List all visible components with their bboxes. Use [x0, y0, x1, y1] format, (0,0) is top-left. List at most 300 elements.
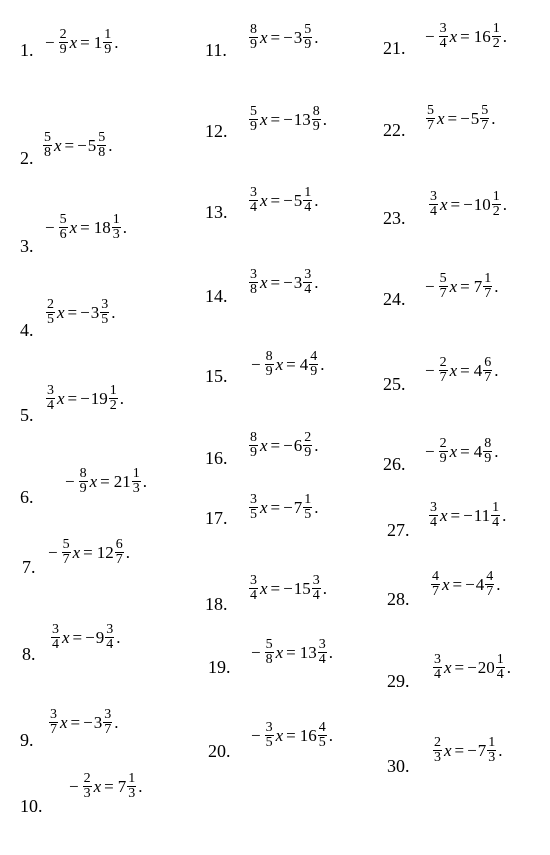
variable: x — [449, 360, 458, 380]
answer-whole: 3 — [90, 302, 100, 322]
period: . — [502, 194, 507, 214]
problem-number: 21. — [383, 38, 406, 58]
answer-whole: 7 — [473, 276, 483, 296]
equals-sign: = — [460, 441, 470, 461]
answer-fraction — [115, 538, 124, 567]
coefficient-sign: − — [69, 776, 79, 796]
coefficient-denominator: 4 — [430, 514, 437, 530]
answer-whole: 4 — [473, 360, 483, 380]
problem-number: 23. — [383, 208, 406, 228]
coefficient-numerator: 2 — [434, 734, 441, 750]
coefficient-fraction — [429, 190, 438, 219]
coefficient-sign: − — [251, 725, 261, 745]
variable: x — [54, 135, 62, 155]
answer-numerator: 3 — [304, 266, 312, 282]
answer-denominator: 8 — [98, 144, 106, 160]
answer-whole: 5 — [87, 135, 97, 155]
answer-whole: 21 — [113, 471, 131, 491]
equation — [45, 296, 115, 328]
answer-fraction — [303, 493, 312, 522]
problem-number: 6. — [20, 487, 34, 507]
answer-denominator: 4 — [492, 514, 500, 530]
period: . — [322, 109, 327, 129]
problem-number: 30. — [387, 756, 410, 776]
answer-fraction — [109, 384, 118, 413]
equation — [66, 770, 142, 802]
variable: x — [260, 272, 268, 292]
problem-number: 8. — [22, 644, 36, 664]
answer-fraction — [485, 570, 494, 599]
coefficient-numerator: 8 — [79, 465, 87, 481]
answer-whole: 4 — [475, 574, 485, 594]
coefficient-denominator: 4 — [52, 636, 59, 652]
answer-numerator: 1 — [104, 26, 112, 42]
answer-numerator: 3 — [106, 621, 114, 637]
problem-number: 2. — [20, 148, 34, 168]
period: . — [314, 272, 319, 292]
period: . — [314, 435, 319, 455]
equals-sign: = — [270, 190, 281, 210]
coefficient-denominator: 9 — [59, 41, 67, 57]
coefficient-denominator: 8 — [44, 144, 51, 160]
problem-number: 3. — [20, 236, 34, 256]
period: . — [114, 32, 119, 52]
answer-numerator: 1 — [484, 270, 492, 286]
coefficient-denominator: 7 — [432, 583, 439, 599]
coefficient-numerator: 5 — [62, 536, 70, 552]
answer-numerator: 3 — [318, 636, 326, 652]
answer-denominator: 7 — [484, 369, 492, 385]
answer-sign: − — [467, 740, 477, 760]
answer-numerator: 1 — [492, 499, 500, 515]
answer-whole: 15 — [293, 578, 311, 598]
coefficient-fraction — [62, 538, 71, 567]
equals-sign: = — [286, 725, 296, 745]
answer-sign: − — [83, 712, 93, 732]
coefficient-numerator: 2 — [83, 770, 91, 786]
answer-sign: − — [283, 578, 293, 598]
variable: x — [260, 27, 268, 47]
answer-denominator: 9 — [104, 41, 112, 57]
answer-whole: 4 — [299, 354, 309, 374]
variable: x — [72, 542, 81, 562]
problem-number: 12. — [205, 121, 228, 141]
answer-sign: − — [465, 574, 475, 594]
answer-whole: 13 — [293, 109, 311, 129]
equation — [422, 354, 498, 386]
coefficient-fraction — [249, 23, 258, 52]
answer-fraction — [303, 431, 312, 460]
period: . — [322, 578, 327, 598]
variable: x — [437, 108, 445, 128]
coefficient-denominator: 4 — [430, 203, 437, 219]
equals-sign: = — [104, 776, 114, 796]
equation — [50, 621, 120, 653]
equals-sign: = — [270, 435, 281, 455]
variable: x — [444, 740, 452, 760]
answer-denominator: 7 — [481, 117, 489, 133]
period: . — [320, 354, 325, 374]
answer-whole: 5 — [470, 108, 480, 128]
period: . — [108, 135, 113, 155]
coefficient-fraction — [265, 638, 274, 667]
answer-numerator: 8 — [312, 103, 320, 119]
coefficient-fraction — [429, 501, 438, 530]
period: . — [119, 388, 124, 408]
coefficient-sign: − — [65, 471, 75, 491]
equals-sign: = — [80, 217, 90, 237]
answer-whole: 13 — [299, 642, 317, 662]
answer-whole: 16 — [299, 725, 317, 745]
answer-sign: − — [283, 272, 293, 292]
variable: x — [69, 217, 78, 237]
variable: x — [260, 435, 268, 455]
coefficient-numerator: 8 — [250, 429, 257, 445]
equals-sign: = — [460, 360, 470, 380]
variable: x — [440, 505, 448, 525]
equation — [248, 266, 318, 298]
period: . — [314, 27, 319, 47]
coefficient-denominator: 9 — [250, 118, 257, 134]
equals-sign: = — [64, 135, 75, 155]
coefficient-denominator: 4 — [250, 199, 257, 215]
answer-denominator: 3 — [488, 749, 496, 765]
answer-denominator: 7 — [115, 551, 123, 567]
coefficient-numerator: 4 — [432, 568, 439, 584]
answer-denominator: 9 — [484, 450, 492, 466]
equals-sign: = — [72, 627, 83, 647]
problem-number: 11. — [205, 40, 227, 60]
period: . — [502, 26, 507, 46]
equals-sign: = — [460, 26, 470, 46]
coefficient-numerator: 3 — [250, 266, 257, 282]
answer-sign: − — [77, 135, 87, 155]
variable: x — [89, 471, 98, 491]
problem-number: 5. — [20, 405, 34, 425]
answer-fraction — [103, 28, 112, 57]
answer-fraction — [303, 268, 312, 297]
coefficient-numerator: 5 — [427, 102, 434, 118]
coefficient-sign: − — [251, 642, 261, 662]
coefficient-fraction — [265, 721, 274, 750]
equals-sign: = — [452, 574, 463, 594]
coefficient-denominator: 5 — [47, 311, 54, 327]
equation — [248, 429, 318, 461]
answer-numerator: 5 — [481, 102, 489, 118]
variable: x — [260, 578, 268, 598]
variable: x — [57, 388, 65, 408]
period: . — [494, 360, 499, 380]
coefficient-fraction — [59, 213, 68, 242]
answer-denominator: 5 — [304, 506, 312, 522]
answer-numerator: 4 — [486, 568, 494, 584]
problem-number: 1. — [20, 40, 34, 60]
answer-numerator: 3 — [101, 296, 109, 312]
problem-number: 9. — [20, 730, 34, 750]
answer-denominator: 2 — [109, 397, 117, 413]
equation — [45, 382, 124, 414]
period: . — [116, 627, 121, 647]
answer-whole: 4 — [473, 441, 483, 461]
answer-numerator: 6 — [115, 536, 123, 552]
problem-number: 19. — [208, 657, 231, 677]
equation — [42, 26, 118, 58]
equals-sign: = — [270, 27, 281, 47]
equals-sign: = — [80, 32, 90, 52]
answer-fraction — [309, 350, 318, 379]
coefficient-fraction — [439, 437, 448, 466]
answer-denominator: 2 — [492, 35, 500, 51]
problem-number: 14. — [205, 286, 228, 306]
equation — [248, 348, 324, 380]
answer-denominator: 3 — [132, 480, 140, 496]
coefficient-denominator: 6 — [59, 226, 67, 242]
coefficient-denominator: 5 — [265, 734, 273, 750]
coefficient-numerator: 3 — [265, 719, 273, 735]
answer-numerator: 3 — [104, 706, 112, 722]
equals-sign: = — [67, 302, 78, 322]
coefficient-numerator: 5 — [439, 270, 447, 286]
coefficient-numerator: 5 — [59, 211, 67, 227]
coefficient-denominator: 3 — [434, 749, 441, 765]
equals-sign: = — [454, 740, 465, 760]
answer-fraction — [127, 772, 136, 801]
coefficient-denominator: 4 — [250, 587, 257, 603]
answer-numerator: 5 — [98, 129, 106, 145]
answer-fraction — [312, 105, 321, 134]
answer-sign: − — [283, 435, 293, 455]
coefficient-fraction — [59, 28, 68, 57]
equation — [62, 465, 147, 497]
coefficient-numerator: 5 — [265, 636, 273, 652]
coefficient-sign: − — [425, 26, 435, 46]
problem-number: 25. — [383, 374, 406, 394]
equation — [422, 270, 498, 302]
equation — [248, 719, 333, 751]
answer-sign: − — [463, 505, 473, 525]
period: . — [494, 441, 499, 461]
answer-numerator: 1 — [304, 184, 312, 200]
coefficient-numerator: 3 — [52, 621, 59, 637]
coefficient-fraction — [43, 131, 52, 160]
coefficient-fraction — [46, 298, 55, 327]
coefficient-denominator: 4 — [434, 666, 441, 682]
answer-denominator: 4 — [312, 587, 320, 603]
variable: x — [260, 109, 268, 129]
answer-denominator: 4 — [318, 651, 326, 667]
equation — [248, 21, 318, 53]
period: . — [142, 471, 147, 491]
answer-sign: − — [283, 190, 293, 210]
variable: x — [260, 190, 268, 210]
answer-whole: 18 — [93, 217, 111, 237]
problem-number: 4. — [20, 320, 34, 340]
equation — [248, 184, 318, 216]
answer-fraction — [318, 721, 327, 750]
equals-sign: = — [447, 108, 458, 128]
coefficient-numerator: 3 — [50, 706, 57, 722]
answer-numerator: 5 — [304, 21, 312, 37]
variable: x — [442, 574, 450, 594]
coefficient-sign: − — [45, 32, 55, 52]
answer-whole: 5 — [293, 190, 303, 210]
answer-numerator: 6 — [484, 354, 492, 370]
variable: x — [275, 354, 284, 374]
coefficient-denominator: 9 — [79, 480, 87, 496]
answer-numerator: 1 — [496, 651, 504, 667]
variable: x — [444, 657, 452, 677]
coefficient-sign: − — [48, 542, 58, 562]
answer-denominator: 7 — [104, 721, 112, 737]
coefficient-fraction — [249, 105, 258, 134]
period: . — [125, 542, 130, 562]
equation — [42, 211, 127, 243]
answer-fraction — [303, 23, 312, 52]
coefficient-fraction — [265, 350, 274, 379]
coefficient-numerator: 2 — [47, 296, 54, 312]
answer-fraction — [483, 437, 492, 466]
answer-numerator: 8 — [484, 435, 492, 451]
coefficient-fraction — [49, 708, 58, 737]
equation — [248, 572, 327, 604]
problem-number: 18. — [205, 594, 228, 614]
coefficient-denominator: 7 — [439, 369, 447, 385]
coefficient-numerator: 2 — [439, 435, 447, 451]
coefficient-denominator: 7 — [439, 285, 447, 301]
answer-whole: 19 — [90, 388, 108, 408]
period: . — [494, 276, 499, 296]
problem-number: 10. — [20, 796, 43, 816]
answer-fraction — [480, 104, 489, 133]
answer-denominator: 5 — [101, 311, 109, 327]
variable: x — [449, 26, 458, 46]
equals-sign: = — [286, 354, 296, 374]
problem-number: 28. — [387, 589, 410, 609]
answer-fraction — [312, 574, 321, 603]
variable: x — [60, 712, 68, 732]
coefficient-denominator: 4 — [439, 35, 447, 51]
answer-whole: 9 — [95, 627, 105, 647]
variable: x — [57, 302, 65, 322]
answer-numerator: 1 — [112, 211, 120, 227]
period: . — [328, 642, 333, 662]
period: . — [491, 108, 496, 128]
variable: x — [260, 497, 268, 517]
answer-whole: 11 — [473, 505, 491, 525]
coefficient-fraction — [249, 431, 258, 460]
problem-number: 7. — [22, 557, 36, 577]
coefficient-fraction — [249, 493, 258, 522]
coefficient-fraction — [51, 623, 60, 652]
answer-denominator: 9 — [304, 36, 312, 52]
equals-sign: = — [70, 712, 81, 732]
variable: x — [449, 276, 458, 296]
equals-sign: = — [450, 194, 461, 214]
answer-whole: 20 — [477, 657, 495, 677]
answer-denominator: 3 — [128, 785, 136, 801]
equals-sign: = — [270, 497, 281, 517]
answer-fraction — [100, 298, 109, 327]
coefficient-denominator: 8 — [265, 651, 273, 667]
coefficient-fraction — [433, 736, 442, 765]
answer-fraction — [318, 638, 327, 667]
period: . — [506, 657, 511, 677]
answer-denominator: 2 — [492, 203, 500, 219]
answer-numerator: 2 — [304, 429, 312, 445]
problem-number: 13. — [205, 202, 228, 222]
answer-denominator: 4 — [304, 199, 312, 215]
equation — [45, 536, 130, 568]
coefficient-fraction — [433, 653, 442, 682]
coefficient-fraction — [439, 22, 448, 51]
answer-whole: 7 — [117, 776, 127, 796]
coefficient-fraction — [249, 186, 258, 215]
equals-sign: = — [460, 276, 470, 296]
answer-denominator: 5 — [318, 734, 326, 750]
problem-number: 22. — [383, 120, 406, 140]
answer-whole: 3 — [93, 712, 103, 732]
answer-denominator: 4 — [496, 666, 504, 682]
period: . — [502, 505, 507, 525]
equation — [248, 636, 333, 668]
problem-number: 29. — [387, 671, 410, 691]
coefficient-denominator: 7 — [62, 551, 70, 567]
answer-whole: 7 — [477, 740, 487, 760]
variable: x — [275, 725, 284, 745]
coefficient-sign: − — [45, 217, 55, 237]
answer-fraction — [492, 190, 501, 219]
answer-numerator: 1 — [488, 734, 496, 750]
problem-number: 17. — [205, 508, 228, 528]
answer-sign: − — [283, 27, 293, 47]
answer-numerator: 1 — [492, 20, 500, 36]
coefficient-numerator: 3 — [47, 382, 54, 398]
answer-whole: 7 — [293, 497, 303, 517]
problem-number: 16. — [205, 448, 228, 468]
period: . — [496, 574, 501, 594]
answer-sign: − — [283, 497, 293, 517]
variable: x — [93, 776, 102, 796]
coefficient-fraction — [249, 268, 258, 297]
answer-whole: 6 — [293, 435, 303, 455]
answer-fraction — [97, 131, 106, 160]
equals-sign: = — [286, 642, 296, 662]
coefficient-denominator: 9 — [250, 444, 257, 460]
coefficient-denominator: 9 — [439, 450, 447, 466]
variable: x — [62, 627, 70, 647]
equation — [432, 734, 502, 766]
equals-sign: = — [67, 388, 78, 408]
variable: x — [69, 32, 78, 52]
coefficient-fraction — [46, 384, 55, 413]
equals-sign: = — [450, 505, 461, 525]
equals-sign: = — [270, 578, 281, 598]
variable: x — [440, 194, 448, 214]
coefficient-fraction — [439, 356, 448, 385]
variable: x — [275, 642, 284, 662]
answer-fraction — [132, 467, 141, 496]
answer-denominator: 9 — [312, 118, 320, 134]
answer-numerator: 1 — [109, 382, 117, 398]
problem-number: 20. — [208, 741, 231, 761]
coefficient-numerator: 3 — [430, 499, 437, 515]
answer-fraction — [496, 653, 505, 682]
coefficient-fraction — [83, 772, 92, 801]
answer-denominator: 3 — [112, 226, 120, 242]
answer-sign: − — [80, 388, 90, 408]
coefficient-denominator: 4 — [47, 397, 54, 413]
coefficient-numerator: 3 — [434, 651, 441, 667]
